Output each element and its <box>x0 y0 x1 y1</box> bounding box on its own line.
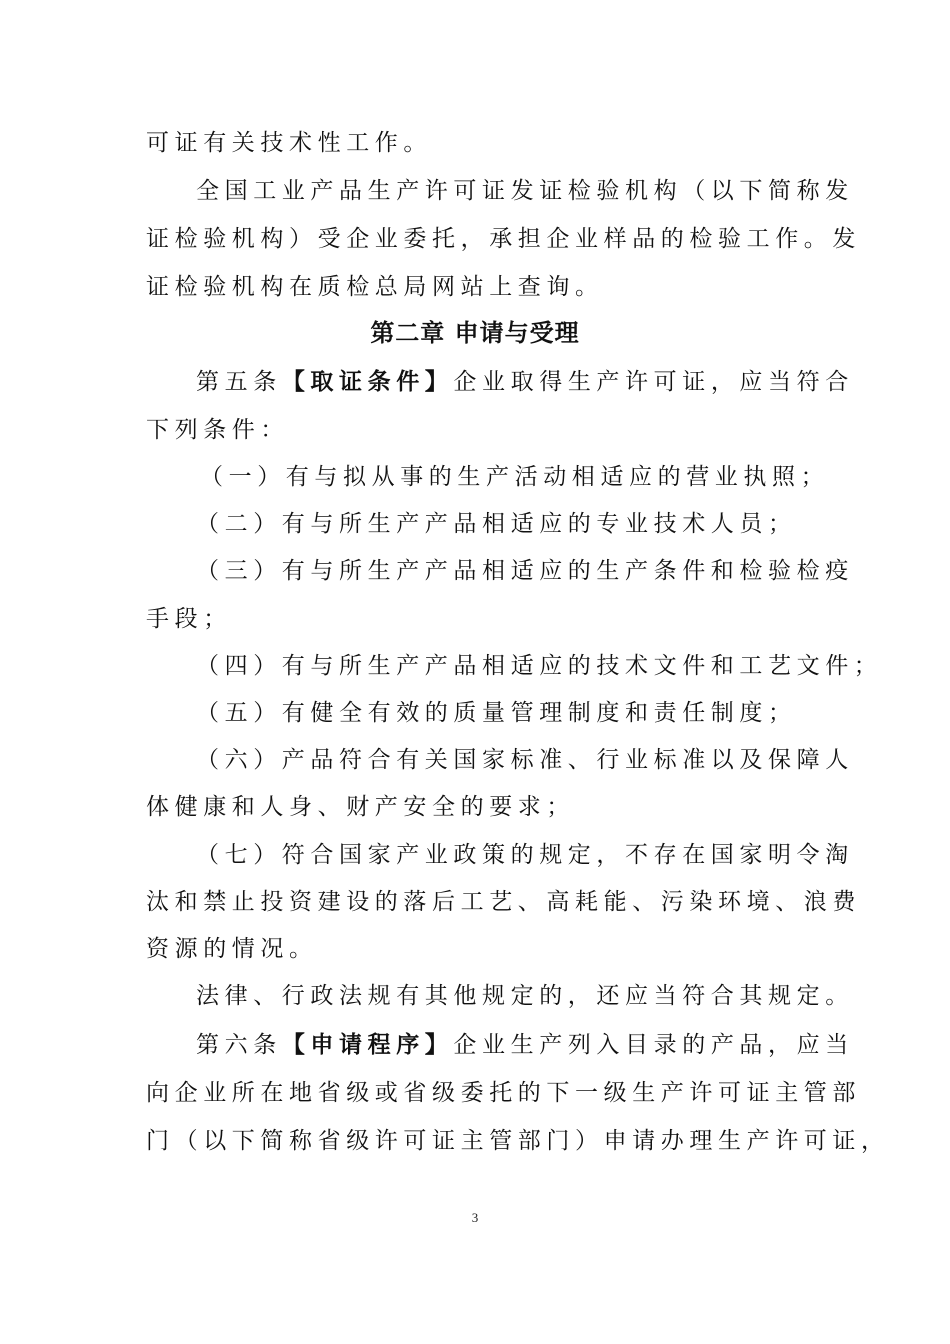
paragraph-line: 门（以下简称省级许可证主管部门）申请办理生产许可证， <box>146 1128 890 1154</box>
chapter-heading: 第二章 申请与受理 <box>370 318 580 347</box>
list-item-cont: 汰和禁止投资建设的落后工艺、高耗能、污染环境、浪费 <box>146 889 861 915</box>
article-6-title: 【申请程序】 <box>281 1031 454 1058</box>
article-6-line <box>196 1030 856 1060</box>
list-item-cont: 体健康和人身、财产安全的要求； <box>146 794 575 820</box>
list-item-cont: 资源的情况。 <box>146 936 318 962</box>
paragraph-line: 证检验机构）受企业委托，承担企业样品的检验工作。发 <box>146 226 861 252</box>
list-item: （一）有与拟从事的生产活动相适应的营业执照； <box>200 464 830 490</box>
list-item: （七）符合国家产业政策的规定，不存在国家明令淘 <box>196 842 854 868</box>
paragraph-line: 法律、行政法规有其他规定的，还应当符合其规定。 <box>196 983 854 1009</box>
article-5-title: 【取证条件】 <box>281 368 454 395</box>
article-5-text: 企业取得生产许可证，应当符合 <box>453 369 854 395</box>
list-item: （二）有与所生产产品相适应的专业技术人员； <box>196 511 797 537</box>
paragraph-line: 全国工业产品生产许可证发证检验机构（以下简称发 <box>196 178 854 204</box>
paragraph-line: 向企业所在地省级或省级委托的下一级生产许可证主管部 <box>146 1080 861 1106</box>
article-6-text: 企业生产列入目录的产品，应当 <box>453 1032 854 1058</box>
article-6-prefix: 第六条 <box>196 1032 282 1058</box>
list-item: （三）有与所生产产品相适应的生产条件和检验检疫 <box>196 558 854 584</box>
list-item: （五）有健全有效的质量管理制度和责任制度； <box>196 700 797 726</box>
list-item-cont: 手段； <box>146 606 232 632</box>
paragraph-line: 下列条件： <box>146 417 289 443</box>
paragraph-line: 证检验机构在质检总局网站上查询。 <box>146 274 604 300</box>
list-item: （四）有与所生产产品相适应的技术文件和工艺文件； <box>196 653 883 679</box>
article-5-line <box>196 367 856 397</box>
page-number: 3 <box>471 1210 479 1225</box>
paragraph-line: 可证有关技术性工作。 <box>146 130 432 156</box>
list-item: （六）产品符合有关国家标准、行业标准以及保障人 <box>196 747 854 773</box>
article-5-prefix: 第五条 <box>196 369 282 395</box>
